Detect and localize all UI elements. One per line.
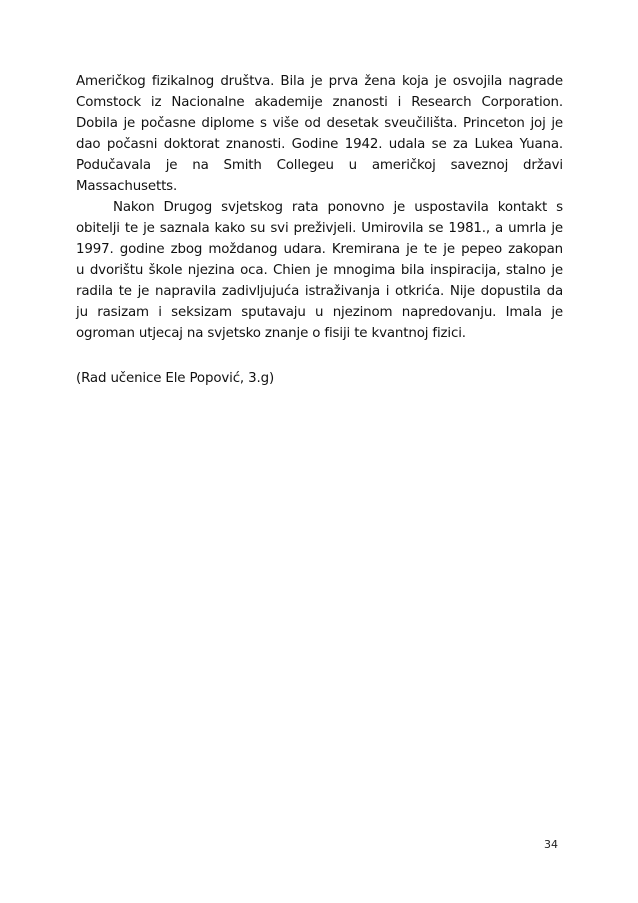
- text-line: Američkog fizikalnog društva. Bila je prva žena koja je osvojila nagrade: [76, 74, 563, 89]
- page-number: 34: [544, 838, 558, 851]
- author-attribution: (Rad učenice Ele Popović, 3.g): [76, 371, 275, 386]
- text-line: 1997. godine zbog moždanog udara. Kremirana je te je pepeo zakopan: [76, 242, 563, 257]
- text-line: dao počasni doktorat znanosti. Godine 1942. udala se za Lukea Yuana.: [76, 137, 563, 152]
- text-line: Comstock iz Nacionalne akademije znanosti i Research Corporation.: [76, 95, 563, 110]
- text-line: radila te je napravila zadivljujuća istraživanja i otkrića. Nije dopustila da: [76, 284, 563, 299]
- text-line: Dobila je počasne diplome s više od desetak sveučilišta. Princeton joj je: [76, 116, 563, 131]
- text-line: ju rasizam i seksizam sputavaju u njezinom napredovanju. Imala je: [76, 305, 563, 320]
- text-line: Podučavala je na Smith Collegeu u američkoj saveznoj državi: [76, 158, 563, 173]
- text-line: ogroman utjecaj na svjetsko znanje o fisiji te kvantnoj fizici.: [76, 326, 466, 341]
- body-text: [76, 71, 563, 344]
- text-line: Massachusetts.: [76, 179, 178, 194]
- text-line-paragraph-start: Nakon Drugog svjetskog rata ponovno je uspostavila kontakt s: [113, 200, 563, 215]
- text-line: obitelji te je saznala kako su svi preživjeli. Umirovila se 1981., a umrla je: [76, 221, 563, 236]
- text-line: u dvorištu škole njezina oca. Chien je mnogima bila inspiracija, stalno je: [76, 263, 563, 278]
